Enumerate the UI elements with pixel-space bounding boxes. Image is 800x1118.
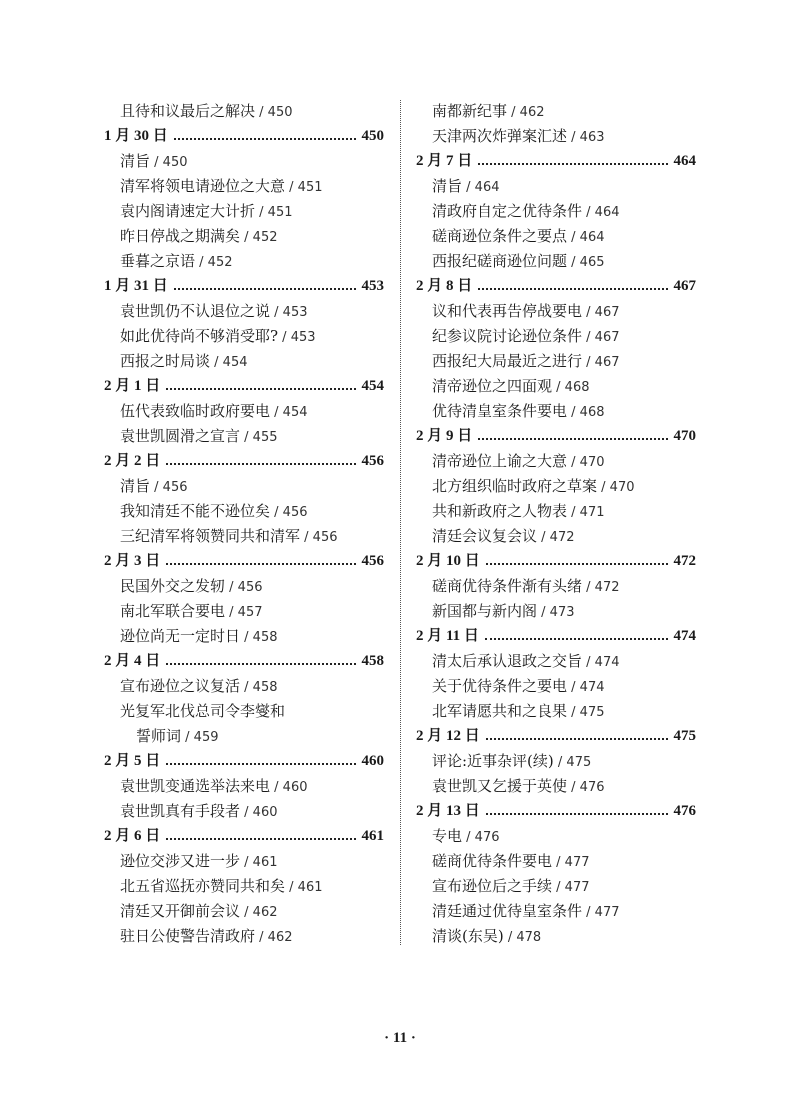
toc-entry[interactable] xyxy=(104,199,384,224)
toc-entry-page: 477 xyxy=(594,905,620,920)
toc-entry-page: 467 xyxy=(594,355,620,370)
toc-entry-page: 468 xyxy=(579,405,605,420)
toc-date: 2 月 10 日 xyxy=(416,553,480,569)
page-separator: / xyxy=(240,805,253,820)
toc-entry[interactable] xyxy=(104,149,384,174)
toc-entry[interactable] xyxy=(416,299,696,324)
toc-entry-page: 453 xyxy=(290,330,316,345)
toc-entry[interactable] xyxy=(416,349,696,374)
toc-entry-page: 460 xyxy=(252,805,278,820)
toc-entry-page: 471 xyxy=(579,505,605,520)
toc-entry[interactable] xyxy=(104,349,384,374)
toc-entry-title: 清廷通过优待皇室条件 xyxy=(432,902,583,920)
toc-entry-page: 468 xyxy=(564,380,590,395)
toc-entry-title: 磋商优待条件渐有头绪 xyxy=(432,577,583,595)
toc-entry-title: 南北军联合要电 xyxy=(120,602,226,620)
toc-entry-title: 新国都与新内阁 xyxy=(432,602,538,620)
toc-entry-page: 462 xyxy=(519,105,545,120)
toc-date: 1 月 30 日 xyxy=(104,128,168,144)
page-separator: / xyxy=(462,830,475,845)
toc-entry[interactable] xyxy=(416,849,696,874)
toc-entry-title: 清政府自定之优待条件 xyxy=(432,202,583,220)
toc-date-heading[interactable] xyxy=(104,549,384,574)
leader-dots xyxy=(166,388,355,390)
page-separator: / xyxy=(537,605,550,620)
toc-entry-page: 460 xyxy=(282,780,308,795)
page-separator: / xyxy=(462,180,475,195)
leader-dots xyxy=(478,163,667,165)
page-separator: / xyxy=(240,630,253,645)
page-separator: / xyxy=(225,580,238,595)
toc-entry-title: 袁世凯真有手段者 xyxy=(120,802,241,820)
toc-entry-page: 462 xyxy=(267,930,293,945)
page-separator: / xyxy=(552,380,565,395)
toc-entry-page: 455 xyxy=(252,430,278,445)
toc-entry-title: 清太后承认退政之交旨 xyxy=(432,652,583,670)
toc-date-page: 474 xyxy=(673,628,696,644)
toc-entry-title: 磋商优待条件要电 xyxy=(432,852,553,870)
toc-entry-title: 清廷又开御前会议 xyxy=(120,902,241,920)
toc-entry-title: 北方组织临时政府之草案 xyxy=(432,477,598,495)
toc-date-heading[interactable] xyxy=(416,149,696,174)
toc-entry[interactable] xyxy=(416,924,696,949)
toc-date: 2 月 8 日 xyxy=(416,278,473,294)
toc-entry-title: 袁世凯圆滑之宣言 xyxy=(120,427,241,445)
toc-entry-page: 476 xyxy=(579,780,605,795)
toc-entry-page: 454 xyxy=(222,355,248,370)
toc-entry-page: 452 xyxy=(252,230,278,245)
toc-entry-page: 456 xyxy=(162,480,188,495)
toc-entry-page: 477 xyxy=(564,855,590,870)
toc-entry[interactable] xyxy=(416,499,696,524)
toc-entry-page: 467 xyxy=(594,330,620,345)
toc-column-left xyxy=(104,99,384,949)
toc-entry[interactable] xyxy=(104,299,384,324)
toc-entry-page: 461 xyxy=(252,855,278,870)
page-separator: / xyxy=(567,230,580,245)
toc-entry[interactable] xyxy=(104,174,384,199)
toc-entry[interactable] xyxy=(104,474,384,499)
toc-entry-page: 458 xyxy=(252,630,278,645)
toc-date-page: 461 xyxy=(361,828,384,844)
toc-entry-title: 袁内阁请速定大计折 xyxy=(120,202,256,220)
leader-dots xyxy=(486,738,668,740)
toc-entry-page: 467 xyxy=(594,305,620,320)
toc-entry-page: 475 xyxy=(579,705,605,720)
toc-entry-page: 464 xyxy=(594,205,620,220)
toc-date: 2 月 12 日 xyxy=(416,728,480,744)
toc-entry[interactable] xyxy=(416,399,696,424)
page-separator: / xyxy=(270,405,283,420)
page-separator: / xyxy=(210,355,223,370)
toc-entry[interactable] xyxy=(104,499,384,524)
page-separator: / xyxy=(240,230,253,245)
toc-entry[interactable] xyxy=(416,224,696,249)
toc-entry[interactable] xyxy=(416,599,696,624)
toc-date-heading[interactable] xyxy=(104,449,384,474)
toc-entry-page: 456 xyxy=(237,580,263,595)
toc-entry-title: 清帝逊位上谕之大意 xyxy=(432,452,568,470)
toc-entry-title: 纪参议院讨论逊位条件 xyxy=(432,327,583,345)
toc-entry[interactable] xyxy=(104,799,384,824)
toc-entry-title: 民国外交之发轫 xyxy=(120,577,226,595)
toc-date-page: 458 xyxy=(361,653,384,669)
toc-entry-page: 450 xyxy=(267,105,293,120)
toc-entry[interactable] xyxy=(104,574,384,599)
toc-date: 2 月 13 日 xyxy=(416,803,480,819)
page-separator: / xyxy=(597,480,610,495)
leader-dots xyxy=(486,563,668,565)
toc-entry[interactable] xyxy=(416,374,696,399)
toc-entry-page: 472 xyxy=(594,580,620,595)
leader-dots xyxy=(485,638,668,640)
page-separator: / xyxy=(582,205,595,220)
toc-entry-page: 470 xyxy=(609,480,635,495)
toc-entry-title: 西报纪磋商逊位问题 xyxy=(432,252,568,270)
toc-entry[interactable] xyxy=(416,899,696,924)
page-separator: / xyxy=(150,480,163,495)
toc-date-page: 475 xyxy=(673,728,696,744)
toc-entry-title: 三纪清军将领赞同共和清军 xyxy=(120,527,301,545)
page-separator: / xyxy=(582,330,595,345)
toc-entry-page: 451 xyxy=(267,205,293,220)
toc-date-page: 454 xyxy=(361,378,384,394)
toc-entry-page: 459 xyxy=(193,730,219,745)
page-separator: / xyxy=(582,305,595,320)
toc-date-page: 460 xyxy=(361,753,384,769)
toc-entry[interactable] xyxy=(104,399,384,424)
leader-dots xyxy=(478,288,667,290)
toc-entry-title: 伍代表致临时政府要电 xyxy=(120,402,271,420)
page-separator: / xyxy=(567,780,580,795)
toc-date-heading[interactable] xyxy=(416,549,696,574)
toc-date-heading[interactable] xyxy=(416,624,696,649)
toc-date-heading[interactable] xyxy=(104,649,384,674)
toc-date: 2 月 4 日 xyxy=(104,653,161,669)
toc-entry-title: 我知清廷不能不逊位矣 xyxy=(120,502,271,520)
toc-entry-title: 关于优待条件之要电 xyxy=(432,677,568,695)
toc-entry[interactable] xyxy=(416,674,696,699)
toc-date-heading[interactable] xyxy=(416,724,696,749)
page-separator: / xyxy=(552,855,565,870)
page-separator: / xyxy=(255,930,268,945)
leader-dots xyxy=(166,663,355,665)
toc-entry[interactable] xyxy=(104,874,384,899)
toc-date: 2 月 1 日 xyxy=(104,378,161,394)
page-separator: / xyxy=(567,405,580,420)
toc-entry-title: 宣布逊位之议复活 xyxy=(120,677,241,695)
page-separator: / xyxy=(553,755,567,770)
toc-date-page: 464 xyxy=(673,153,696,169)
toc-entry-title: 清廷会议复会议 xyxy=(432,527,538,545)
toc-date-heading[interactable] xyxy=(104,374,384,399)
toc-entry-page: 462 xyxy=(252,905,278,920)
toc-entry-title: 南都新纪事 xyxy=(432,102,508,120)
toc-entry-title: 清帝逊位之四面观 xyxy=(432,377,553,395)
leader-dots xyxy=(174,138,356,140)
page-separator: / xyxy=(150,155,163,170)
page-separator: / xyxy=(181,730,194,745)
toc-date-page: 470 xyxy=(673,428,696,444)
toc-entry-page: 474 xyxy=(579,680,605,695)
toc-entry[interactable] xyxy=(416,474,696,499)
toc-date-page: 472 xyxy=(673,553,696,569)
toc-date-heading[interactable] xyxy=(416,274,696,299)
page-separator: / xyxy=(507,105,520,120)
toc-entry[interactable] xyxy=(416,824,696,849)
toc-entry-title: 优待清皇室条件要电 xyxy=(432,402,568,420)
toc-entry-title: 西报纪大局最近之进行 xyxy=(432,352,583,370)
toc-entry[interactable] xyxy=(104,524,384,549)
toc-entry-title: 磋商逊位条件之要点 xyxy=(432,227,568,245)
toc-entry[interactable] xyxy=(416,124,696,149)
toc-entry-title: 清旨 xyxy=(432,177,463,195)
toc-entry-page: 463 xyxy=(579,130,605,145)
leader-dots xyxy=(166,838,355,840)
toc-entry-title: 誓师词 xyxy=(136,727,182,745)
page-separator: / xyxy=(255,205,268,220)
toc-entry[interactable] xyxy=(104,774,384,799)
toc-date-heading[interactable] xyxy=(104,124,384,149)
page-separator: / xyxy=(503,930,517,945)
toc-entry[interactable] xyxy=(104,324,384,349)
toc-entry-page: 465 xyxy=(579,255,605,270)
toc-entry-page: 478 xyxy=(516,930,542,945)
toc-entry[interactable] xyxy=(416,874,696,899)
toc-entry-title: 如此优待尚不够消受耶? xyxy=(120,327,279,345)
toc-entry[interactable] xyxy=(104,624,384,649)
toc-entry-page: 450 xyxy=(162,155,188,170)
toc-entry-page: 474 xyxy=(594,655,620,670)
page-separator: / xyxy=(278,330,291,345)
page-separator: / xyxy=(270,505,283,520)
page-separator: / xyxy=(552,880,565,895)
toc-entry[interactable] xyxy=(104,424,384,449)
toc-entry-page: 456 xyxy=(282,505,308,520)
page-separator: / xyxy=(567,255,580,270)
leader-dots xyxy=(174,288,356,290)
toc-entry-title: 袁世凯变通选举法来电 xyxy=(120,777,271,795)
toc-entry[interactable] xyxy=(104,674,384,699)
toc-entry-title: 逊位交涉又进一步 xyxy=(120,852,241,870)
toc-entry-page: 464 xyxy=(579,230,605,245)
toc-entry[interactable] xyxy=(416,574,696,599)
toc-column-right xyxy=(416,99,696,949)
toc-entry[interactable] xyxy=(104,699,384,724)
toc-entry[interactable] xyxy=(104,849,384,874)
toc-entry[interactable] xyxy=(416,524,696,549)
toc-date-heading[interactable] xyxy=(416,799,696,824)
page-separator: / xyxy=(285,880,298,895)
toc-entry[interactable] xyxy=(104,724,384,749)
toc-entry-title: 清谈(东吴) xyxy=(432,927,504,945)
page-separator: / xyxy=(567,455,580,470)
toc-date-heading[interactable] xyxy=(104,274,384,299)
page-separator: / xyxy=(240,855,253,870)
toc-date-heading[interactable] xyxy=(104,824,384,849)
toc-date-page: 467 xyxy=(673,278,696,294)
toc-entry-page: 464 xyxy=(474,180,500,195)
toc-entry-page: 453 xyxy=(282,305,308,320)
page-separator: / xyxy=(567,680,580,695)
toc-entry-title: 宣布逊位后之手续 xyxy=(432,877,553,895)
toc-entry-page: 457 xyxy=(237,605,263,620)
toc-entry-title: 袁世凯又乞援于英使 xyxy=(432,777,568,795)
toc-entry[interactable] xyxy=(104,99,384,124)
toc-entry-title: 西报之时局谈 xyxy=(120,352,211,370)
toc-entry-title: 议和代表再告停战要电 xyxy=(432,302,583,320)
toc-entry-page: 470 xyxy=(579,455,605,470)
toc-date-page: 456 xyxy=(361,453,384,469)
toc-entry-title: 驻日公使警告清政府 xyxy=(120,927,256,945)
toc-entry-title: 清旨 xyxy=(120,152,151,170)
toc-date: 2 月 2 日 xyxy=(104,453,161,469)
toc-entry-title: 共和新政府之人物表 xyxy=(432,502,568,520)
toc-entry-title: 清军将领电请逊位之大意 xyxy=(120,177,286,195)
toc-entry-title: 专电 xyxy=(432,827,463,845)
toc-entry-page: 473 xyxy=(549,605,575,620)
toc-entry-title: 袁世凯仍不认退位之说 xyxy=(120,302,271,320)
toc-date: 2 月 6 日 xyxy=(104,828,161,844)
toc-date-heading[interactable] xyxy=(104,749,384,774)
page-separator: / xyxy=(240,905,253,920)
leader-dots xyxy=(478,438,667,440)
toc-entry[interactable] xyxy=(416,649,696,674)
toc-entry[interactable] xyxy=(416,249,696,274)
page-separator: / xyxy=(582,355,595,370)
toc-entry[interactable] xyxy=(416,749,696,774)
toc-entry[interactable] xyxy=(104,899,384,924)
toc-entry-page: 477 xyxy=(564,880,590,895)
page-separator: / xyxy=(240,430,253,445)
toc-entry-page: 476 xyxy=(474,830,500,845)
toc-entry-page: 472 xyxy=(549,530,575,545)
toc-entry-page: 451 xyxy=(297,180,323,195)
page-separator: / xyxy=(285,180,298,195)
page-separator: / xyxy=(567,130,580,145)
page-separator: / xyxy=(270,305,283,320)
page-separator: / xyxy=(537,530,550,545)
toc-date: 2 月 9 日 xyxy=(416,428,473,444)
toc-entry[interactable] xyxy=(104,924,384,949)
toc-entry-page: 452 xyxy=(207,255,233,270)
toc-entry[interactable] xyxy=(416,174,696,199)
toc-entry-title: 昨日停战之期满矣 xyxy=(120,227,241,245)
toc-entry-title: 北军请愿共和之良果 xyxy=(432,702,568,720)
toc-entry[interactable] xyxy=(416,199,696,224)
page-separator: / xyxy=(567,705,580,720)
toc-entry-page: 456 xyxy=(312,530,338,545)
toc-entry-page: 454 xyxy=(282,405,308,420)
page-number: · 11 · xyxy=(384,1030,416,1046)
toc-date: 2 月 5 日 xyxy=(104,753,161,769)
toc-entry[interactable] xyxy=(104,224,384,249)
toc-date: 2 月 11 日 xyxy=(416,628,479,644)
toc-entry-page: 475 xyxy=(566,755,592,770)
toc-entry[interactable] xyxy=(416,324,696,349)
toc-entry[interactable] xyxy=(104,599,384,624)
leader-dots xyxy=(166,763,355,765)
toc-entry[interactable] xyxy=(416,774,696,799)
page-separator: / xyxy=(582,905,595,920)
page-separator: / xyxy=(225,605,238,620)
toc-date-heading[interactable] xyxy=(416,424,696,449)
toc-entry[interactable] xyxy=(416,449,696,474)
toc-entry-title: 逊位尚无一定时日 xyxy=(120,627,241,645)
page-separator: / xyxy=(582,580,595,595)
toc-date: 2 月 3 日 xyxy=(104,553,161,569)
toc-entry[interactable] xyxy=(416,699,696,724)
leader-dots xyxy=(486,813,668,815)
toc-entry-title: 评论:近事杂评(续) xyxy=(432,752,554,770)
toc-date-page: 476 xyxy=(673,803,696,819)
toc-entry-page: 461 xyxy=(297,880,323,895)
toc-entry-title: 天津两次炸弹案汇述 xyxy=(432,127,568,145)
page-separator: / xyxy=(300,530,313,545)
toc-entry-title: 光复军北伐总司令李燮和 xyxy=(120,702,286,720)
toc-date-page: 453 xyxy=(361,278,384,294)
page-separator: / xyxy=(270,780,283,795)
toc-entry[interactable] xyxy=(416,99,696,124)
toc-entry-page: 458 xyxy=(252,680,278,695)
toc-entry-title: 北五省巡抚亦赞同共和矣 xyxy=(120,877,286,895)
column-divider xyxy=(400,100,401,945)
page-separator: / xyxy=(240,680,253,695)
leader-dots xyxy=(166,463,355,465)
toc-entry[interactable] xyxy=(104,249,384,274)
toc-date-page: 450 xyxy=(361,128,384,144)
toc-entry-title: 清旨 xyxy=(120,477,151,495)
page-separator: / xyxy=(255,105,268,120)
page-separator: / xyxy=(582,655,595,670)
page-separator: / xyxy=(195,255,208,270)
toc-entry-title: 且待和议最后之解决 xyxy=(120,102,256,120)
toc-entry-title: 垂暮之京语 xyxy=(120,252,196,270)
toc-date: 1 月 31 日 xyxy=(104,278,168,294)
toc-date: 2 月 7 日 xyxy=(416,153,473,169)
toc-date-page: 456 xyxy=(361,553,384,569)
page-separator: / xyxy=(567,505,580,520)
leader-dots xyxy=(166,563,355,565)
